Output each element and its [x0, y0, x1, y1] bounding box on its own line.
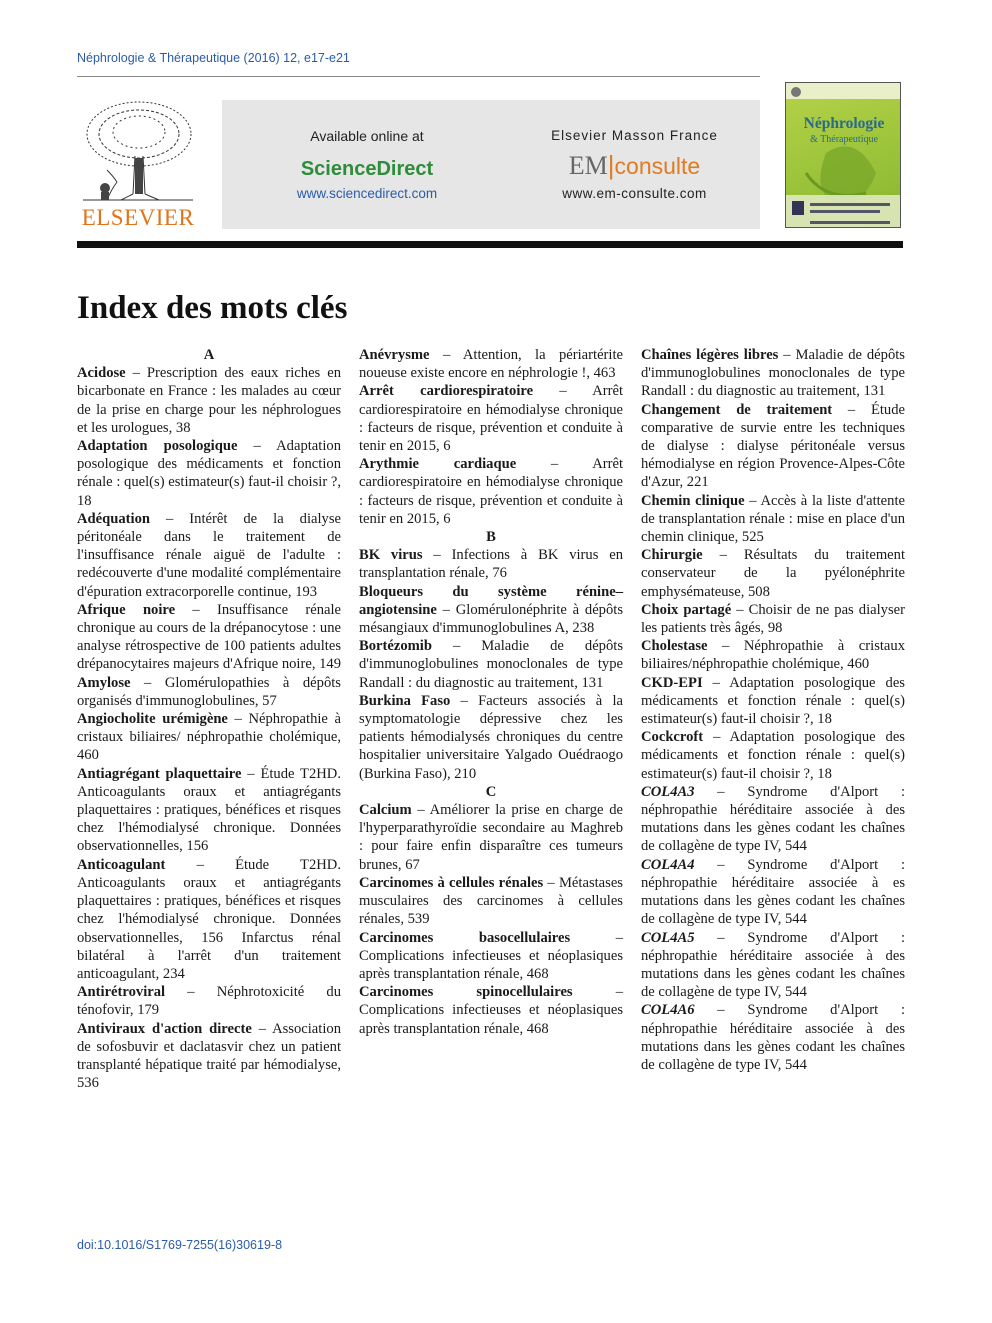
- index-description: Prescription des eaux riches en bicarbonate en France : les malades au cœur de la prise en charge pour les néphrologues et les urologues, 38: [77, 365, 341, 436]
- index-description: Néphropathie à cristaux biliaires/néphropathie cholémique, 460: [641, 638, 905, 673]
- index-description: Facteurs associés à la symptomatologie dépressive chez les patients hémodialysés chroniques du centre hospitalier universitaire Yalgado Ouédraogo (Burkina Faso), 210: [359, 692, 624, 782]
- index-term: Antiviraux d'action directe: [77, 1020, 252, 1037]
- index-term: COL4A6: [641, 1002, 695, 1019]
- index-description: Néphropathie à cristaux biliaires/ néphropathie cholémique, 460: [77, 711, 341, 764]
- index-entry: Calcium – Améliorer la prise en charge de l'hyperparathyroïdie secondaire au Maghreb : pour faire enfin disparaître ces tumeurs brunes, 67: [359, 802, 623, 873]
- availability-banner: [222, 100, 760, 229]
- index-term: Adéquation: [77, 510, 150, 527]
- index-term: Afrique noire: [77, 601, 176, 618]
- sciencedirect-logo: ScienceDirect: [300, 158, 434, 180]
- index-entry: CKD-EPI – Adaptation posologique des médicaments et fonction rénale : quel(s) estimateur(s) faut-il choisir ?, 18: [641, 674, 905, 728]
- index-description: Syndrome d'Alport : néphropathie héréditaire associée à des mutations dans les gènes codant les chaînes de collagène de type IV, 544: [641, 929, 906, 1001]
- index-description: Syndrome d'Alport : néphropathie héréditaire associée à des mutations dans les gènes codant les chaînes de collagène de type IV, 544: [641, 1002, 906, 1073]
- header-thick-rule: [77, 241, 903, 248]
- index-term: Angiocholite urémigène: [77, 711, 228, 728]
- index-entry: COL4A5 – Syndrome d'Alport : néphropathie héréditaire associée à des mutations dans les gènes codant les chaînes de collagène de type IV, 544: [641, 929, 906, 1001]
- index-term: Burkina Faso: [359, 692, 451, 709]
- index-entry: Angiocholite urémigène – Néphropathie à cristaux biliaires/ néphropathie cholémique, 460: [77, 711, 341, 764]
- index-term: CKD-EPI: [641, 674, 703, 691]
- sciencedirect-link[interactable]: www.sciencedirect.com: [296, 186, 438, 201]
- index-entry: Burkina Faso – Facteurs associés à la symptomatologie dépressive chez les patients hémodialysés chroniques du centre hospitalier universitaire Yalgado Ouédraogo (Burkina Faso), 210: [359, 692, 624, 782]
- index-entry: Anévrysme – Attention, la périartérite noueuse existe encore en néphrologie !, 463: [359, 347, 623, 382]
- index-description: Arrêt cardiorespiratoire en hémodialyse chronique : facteurs de risque, prévention et conduite à tenir en 2015, 6: [359, 383, 624, 455]
- index-description: Étude T2HD. Anticoagulants oraux et antiagrégants plaquettaires : pratiques, bénéfices et risques chez l'hémodialysé chronique. Données observationnelles, 156: [77, 765, 341, 855]
- index-description: Accès à la liste d'attente de transplantation rénale : mise en place d'un chemin clinique, 525: [641, 492, 905, 546]
- index-entry: Carcinomes basocellulaires – Complications infectieuses et néoplasiques après transplantation rénale, 468: [359, 929, 623, 982]
- page-title: Index des mots clés: [77, 290, 348, 326]
- index-description: Insuffisance rénale chronique au cours de la drépanocytose : une analyse rétrospective de 100 patients adultes drépanocytaires majeurs d'Afrique noire, 149: [77, 601, 342, 673]
- index-term: Adaptation posologique: [77, 438, 238, 455]
- index-entry: Antirétroviral – Néphrotoxicité du ténofovir, 179: [77, 984, 341, 1019]
- index-column-2: [359, 346, 623, 1038]
- index-entry: Carcinomes à cellules rénales – Métastases musculaires des carcinomes à cellules rénales, 539: [359, 874, 623, 928]
- index-description: Syndrome d'Alport : néphropathie héréditaire associée à des mutations dans les gènes codant les chaînes de collagène de type IV, 544: [641, 783, 906, 855]
- index-entry: Bloqueurs du système rénine–angiotensine – Glomérulonéphrite à dépôts mésangiaux d'immunoglobulines A, 238: [359, 583, 624, 637]
- index-entry: Cockcroft – Adaptation posologique des médicaments et fonction rénale : quel(s) estimateur(s) faut-il choisir ?, 18: [641, 729, 905, 782]
- index-term: Acidose: [77, 365, 126, 382]
- index-description: Infections à BK virus en transplantation rénale, 76: [359, 547, 624, 582]
- index-entry: Adéquation – Intérêt de la dialyse péritonéale dans le traitement de l'insuffisance rénale aiguë de l'adulte : redécouverte d'une modalité complémentaire d'épuration extracorporelle continue, 193: [77, 510, 342, 600]
- available-online-label: Available online at: [310, 128, 424, 144]
- index-description: Adaptation posologique des médicaments et fonction rénale : quel(s) estimateur(s) faut-il choisir ?, 18: [77, 438, 341, 509]
- index-description: Intérêt de la dialyse péritonéale dans le traitement de l'insuffisance rénale aiguë de l'adulte : redécouverte d'une modalité complémentaire d'épuration extracorporelle continue, 193: [77, 510, 342, 600]
- index-term: Chemin clinique: [641, 492, 745, 509]
- cover-title: Néphrologie: [803, 115, 885, 132]
- index-entry: Adaptation posologique – Adaptation posologique des médicaments et fonction rénale : quel(s) estimateur(s) faut-il choisir ?, 18: [77, 438, 341, 509]
- index-description: Complications infectieuses et néoplasiques après transplantation rénale, 468: [359, 947, 623, 982]
- index-letter-heading: C: [485, 783, 497, 800]
- em-consulte-logo: EM|consulte: [568, 150, 701, 180]
- index-entry: Arrêt cardiorespiratoire – Arrêt cardiorespiratoire en hémodialyse chronique : facteurs de risque, prévention et conduite à tenir en 2015, 6: [359, 383, 624, 455]
- elsevier-logo: [77, 96, 199, 231]
- index-entry: Changement de traitement – Étude comparative de survie entre les techniques de dialyse : dialyse péritonéale versus hémodialyse en région Provence-Alpes-Côte d'Azur, 221: [641, 401, 905, 491]
- elsevier-wordmark: ELSEVIER: [81, 205, 195, 230]
- index-entry: Chemin clinique – Accès à la liste d'attente de transplantation rénale : mise en place d'un chemin clinique, 525: [641, 492, 905, 546]
- index-entry: Bortézomib – Maladie de dépôts d'immunoglobulines monoclonales de type Randall : du diagnostic au traitement, 131: [359, 638, 623, 691]
- index-description: Maladie de dépôts d'immunoglobulines monoclonales de type Randall : du diagnostic au traitement, 131: [359, 638, 623, 691]
- index-entry: BK virus – Infections à BK virus en transplantation rénale, 76: [359, 547, 624, 582]
- index-term: Chaînes légères libres: [641, 347, 779, 363]
- index-entry: Anticoagulant – Étude T2HD. Anticoagulants oraux et antiagrégants plaquettaires : pratiques, bénéfices et risques chez l'hémodialysé chronique. Données observationnelles, 156 Infarctus rénal bilatéral à l'arrêt d'un traitement anticoagulant, 234: [77, 856, 341, 982]
- em-consulte-link[interactable]: www.em-consulte.com: [562, 186, 707, 201]
- index-description: Métastases musculaires des carcinomes à cellules rénales, 539: [359, 874, 623, 928]
- index-description: Néphrotoxicité du ténofovir, 179: [77, 984, 341, 1019]
- index-entry: Antiagrégant plaquettaire – Étude T2HD. Anticoagulants oraux et antiagrégants plaquettaires : pratiques, bénéfices et risques chez l'hémodialysé chronique. Données observationnelles, 156: [77, 765, 341, 855]
- index-term: BK virus: [359, 547, 423, 564]
- em-publisher-label: Elsevier Masson France: [551, 128, 718, 143]
- index-term: Bloqueurs du système rénine–angiotensine: [359, 583, 623, 618]
- index-term: Calcium: [359, 802, 412, 819]
- index-term: Antirétroviral: [77, 984, 166, 1001]
- index-term: Cholestase: [641, 638, 708, 655]
- index-entry: Arythmie cardiaque – Arrêt cardiorespiratoire en hémodialyse chronique : facteurs de risque, prévention et conduite à tenir en 2015, 6: [359, 456, 623, 527]
- index-term: Arythmie cardiaque: [359, 456, 517, 473]
- index-entry: COL4A6 – Syndrome d'Alport : néphropathie héréditaire associée à des mutations dans les gènes codant les chaînes de collagène de type IV, 544: [641, 1002, 906, 1073]
- index-description: Adaptation posologique des médicaments et fonction rénale : quel(s) estimateur(s) faut-il choisir ?, 18: [641, 674, 905, 728]
- index-entry: Antiviraux d'action directe – Association de sofosbuvir et daclatasvir chez un patient transplanté hépatique traité par hémodialyse, 536: [77, 1020, 341, 1092]
- header-divider: [77, 76, 760, 77]
- doi-link[interactable]: doi:10.1016/S1769-7255(16)30619-8: [77, 1238, 283, 1252]
- index-term: Antiagrégant plaquettaire: [77, 765, 242, 782]
- index-term: Carcinomes basocellulaires: [359, 929, 571, 946]
- index-term: Amylose: [77, 674, 131, 691]
- index-term: Choix partagé: [641, 601, 732, 618]
- index-letter-heading: A: [203, 347, 215, 363]
- index-entry: Chaînes légères libres – Maladie de dépôts d'immunoglobulines monoclonales de type Randall : du diagnostic au traitement, 131: [641, 347, 905, 400]
- journal-cover: [785, 82, 901, 228]
- index-description: Syndrome d'Alport : néphropathie héréditaire associée à es mutations dans les gènes codant les chaînes de collagène de type IV, 544: [641, 856, 906, 928]
- index-entry: Cholestase – Néphropathie à cristaux biliaires/néphropathie cholémique, 460: [641, 638, 905, 673]
- index-column-3: [641, 346, 905, 1074]
- index-letter-heading: B: [486, 529, 496, 546]
- index-description: Choisir de ne pas dialyser les patients très âgés, 98: [641, 601, 905, 637]
- index-description: Attention, la périartérite noueuse existe encore en néphrologie !, 463: [359, 347, 623, 382]
- index-entry: Amylose – Glomérulopathies à dépôts organisés d'immunoglobulines, 57: [77, 674, 341, 709]
- index-description: Complications infectieuses et néoplasiques après transplantation rénale, 468: [359, 1002, 623, 1037]
- index-term: COL4A5: [641, 929, 695, 946]
- index-term: Anévrysme: [359, 347, 430, 363]
- cover-artwork-icon: [786, 83, 901, 228]
- index-description: Association de sofosbuvir et daclatasvir chez un patient transplanté hépatique traité par hémodialyse, 536: [77, 1020, 341, 1092]
- journal-citation-link[interactable]: Néphrologie & Thérapeutique (2016) 12, e17-e21: [77, 51, 350, 65]
- index-term: COL4A4: [641, 856, 695, 873]
- index-column-1: [77, 346, 341, 1092]
- index-entry: Afrique noire – Insuffisance rénale chronique au cours de la drépanocytose : une analyse rétrospective de 100 patients adultes drépanocytaires majeurs d'Afrique noire, 149: [77, 601, 342, 673]
- index-entry: COL4A4 – Syndrome d'Alport : néphropathie héréditaire associée à es mutations dans les gènes codant les chaînes de collagène de type IV, 544: [641, 856, 906, 928]
- index-description: Étude T2HD. Anticoagulants oraux et antiagrégants plaquettaires : pratiques, bénéfices et risques chez l'hémodialysé chronique. Données observationnelles, 156 Infarctus rénal bilatéral à l'arrêt d'un traitement anticoagulant, 234: [77, 856, 341, 982]
- index-term: Bortézomib: [359, 638, 432, 655]
- index-description: Étude comparative de survie entre les techniques de dialyse : dialyse péritonéale versus hémodialyse en région Provence-Alpes-Côte d'Azur, 221: [641, 401, 905, 491]
- index-description: Arrêt cardiorespiratoire en hémodialyse chronique : facteurs de risque, prévention et conduite à tenir en 2015, 6: [359, 456, 623, 527]
- index-description: Maladie de dépôts d'immunoglobulines monoclonales de type Randall : du diagnostic au traitement, 131: [641, 347, 905, 400]
- index-term: Changement de traitement: [641, 401, 833, 418]
- index-term: COL4A3: [641, 783, 695, 800]
- index-description: Adaptation posologique des médicaments et fonction rénale : quel(s) estimateur(s) faut-il choisir ?, 18: [641, 729, 905, 782]
- index-description: Améliorer la prise en charge de l'hyperparathyroïdie secondaire au Maghreb : pour faire enfin disparaître ces tumeurs brunes, 67: [359, 802, 623, 873]
- index-entry: Acidose – Prescription des eaux riches en bicarbonate en France : les malades au cœur de la prise en charge pour les néphrologues et les urologues, 38: [77, 365, 341, 436]
- index-description: Glomérulopathies à dépôts organisés d'immunoglobulines, 57: [77, 674, 341, 709]
- index-description: Glomérulonéphrite à dépôts mésangiaux d'immunoglobulines A, 238: [359, 601, 624, 637]
- index-term: Arrêt cardiorespiratoire: [359, 383, 534, 400]
- index-term: Chirurgie: [641, 547, 703, 564]
- index-term: Carcinomes spinocellulaires: [359, 984, 573, 1001]
- cover-subtitle: & Thérapeutique: [810, 134, 878, 145]
- index-term: Anticoagulant: [77, 856, 166, 873]
- index-entry: Choix partagé – Choisir de ne pas dialyser les patients très âgés, 98: [641, 601, 905, 637]
- index-description: Résultats du traitement conservateur de la pyélonéphrite emphysémateuse, 508: [641, 547, 905, 600]
- index-entry: Carcinomes spinocellulaires – Complications infectieuses et néoplasiques après transplantation rénale, 468: [359, 984, 623, 1037]
- index-term: Carcinomes à cellules rénales: [359, 874, 544, 891]
- index-entry: Chirurgie – Résultats du traitement conservateur de la pyélonéphrite emphysémateuse, 508: [641, 547, 905, 600]
- index-entry: COL4A3 – Syndrome d'Alport : néphropathie héréditaire associée à des mutations dans les gènes codant les chaînes de collagène de type IV, 544: [641, 783, 906, 855]
- elsevier-tree-icon: [77, 96, 199, 204]
- index-term: Cockcroft: [641, 729, 704, 746]
